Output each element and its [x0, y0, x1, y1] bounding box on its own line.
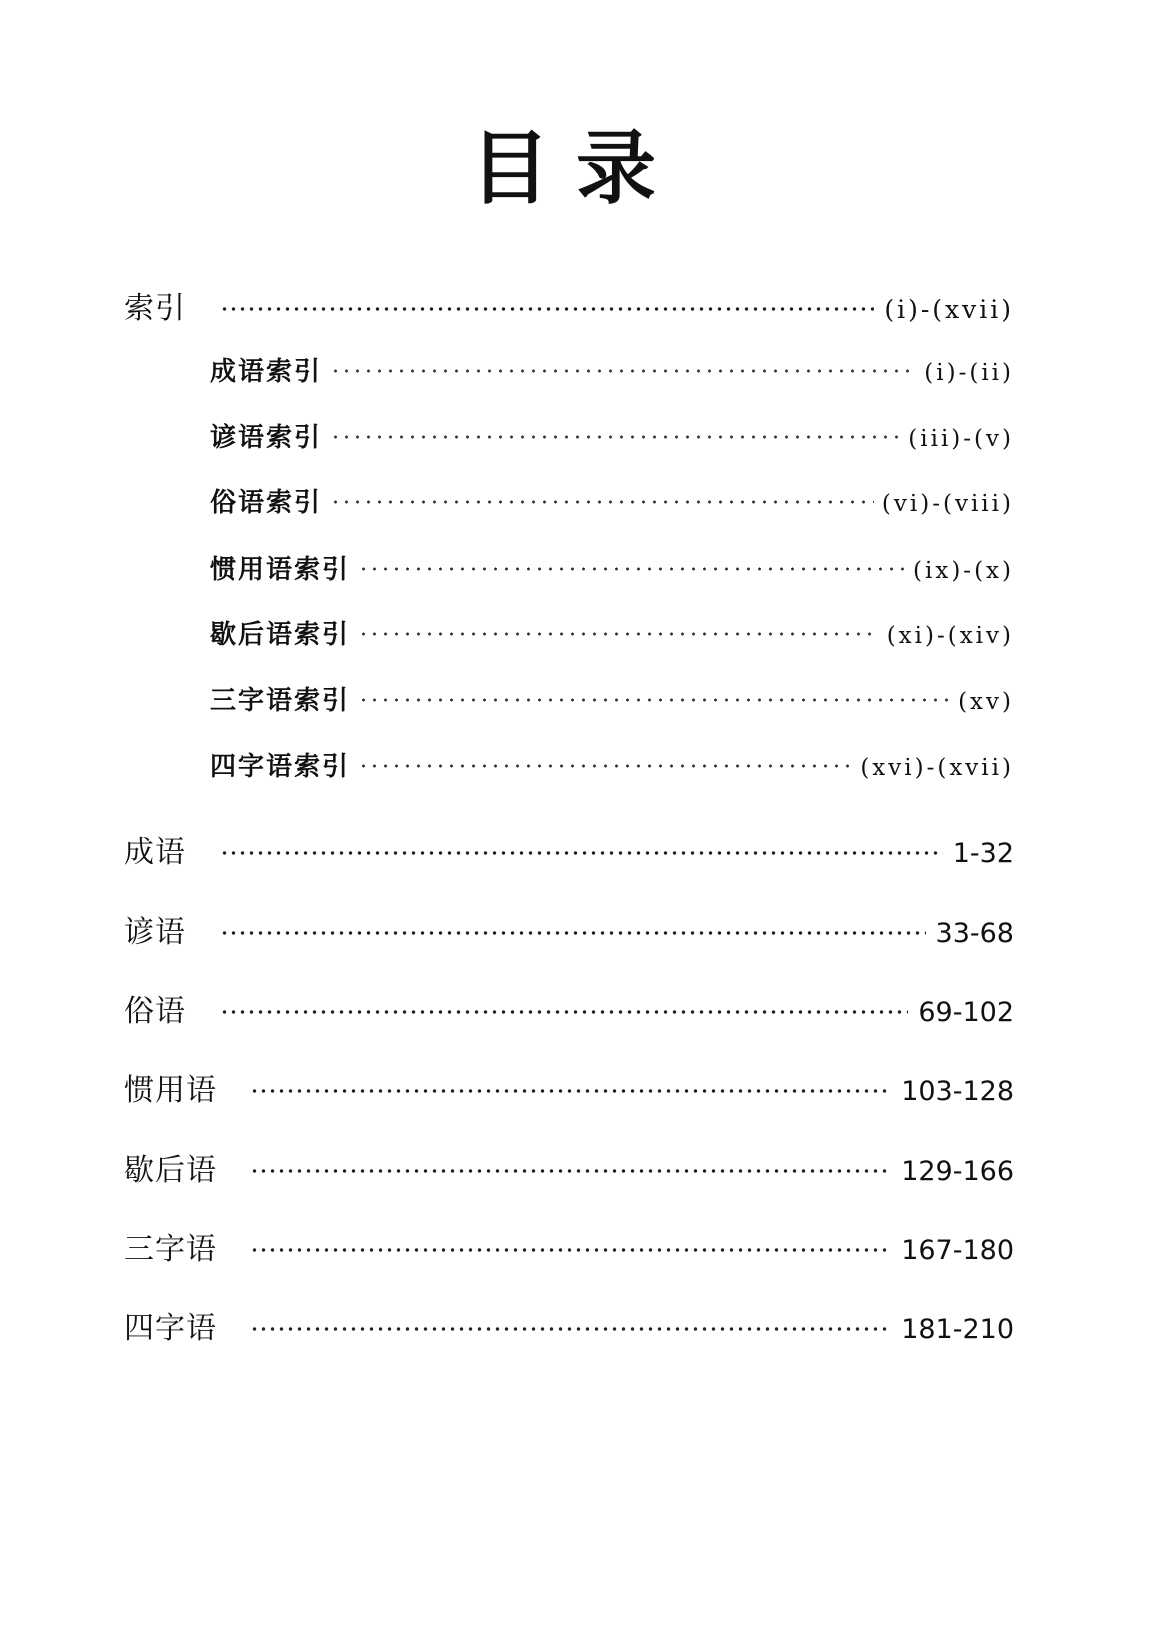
dot-leader — [358, 566, 905, 572]
toc-entry-label: 谚语 — [124, 915, 186, 950]
toc-entry-section[interactable] — [124, 1145, 1014, 1188]
toc-entry-section[interactable] — [124, 1224, 1014, 1267]
toc-entry-pages: (i)-(xvii) — [884, 295, 1014, 324]
page-title: 目录 — [470, 121, 682, 215]
toc-subentry-pages: (xvi)-(xvii) — [860, 755, 1014, 781]
dot-leader — [330, 499, 874, 505]
toc-entry-pages: 69-102 — [918, 997, 1014, 1028]
dot-leader — [250, 1247, 891, 1253]
toc-subentry[interactable] — [210, 614, 1014, 650]
dot-leader — [250, 1168, 891, 1174]
toc-subentry[interactable] — [210, 482, 1014, 518]
toc-entry-pages: 167-180 — [901, 1235, 1014, 1266]
toc-entry-section[interactable] — [124, 827, 1014, 870]
toc-entry-pages: 103-128 — [901, 1076, 1014, 1107]
dot-leader — [358, 763, 852, 769]
toc-entry-label: 俗语 — [124, 994, 186, 1029]
toc-subentry-pages: (vi)-(viii) — [881, 491, 1014, 517]
dot-leader — [330, 368, 916, 374]
dot-leader — [220, 850, 943, 856]
toc-subentry-label: 谚语索引 — [210, 423, 323, 453]
toc-subentry-label: 歇后语索引 — [210, 620, 351, 650]
toc-subentry-label: 俗语索引 — [210, 488, 323, 518]
toc-entry-section[interactable] — [124, 986, 1014, 1029]
toc-subentry-label: 惯用语索引 — [210, 555, 351, 585]
dot-leader — [250, 1088, 891, 1094]
toc-entry-pages: 129-166 — [901, 1156, 1014, 1187]
toc-subentry[interactable] — [210, 351, 1014, 387]
toc-subentry-label: 三字语索引 — [210, 686, 351, 716]
toc-entry-label: 惯用语 — [124, 1073, 217, 1108]
dot-leader — [220, 930, 926, 936]
toc-entry-pages: 1-32 — [952, 838, 1014, 869]
toc-subentry-label: 成语索引 — [210, 357, 323, 387]
toc-entry-pages: 33-68 — [935, 918, 1014, 949]
dot-leader — [330, 434, 900, 440]
toc-entry-label: 四字语 — [124, 1311, 217, 1346]
toc-subentry[interactable] — [210, 746, 1014, 782]
toc-entry-pages: 181-210 — [901, 1314, 1014, 1345]
toc-entry-section[interactable] — [124, 1303, 1014, 1346]
toc-subentry-label: 四字语索引 — [210, 752, 351, 782]
toc-subentry[interactable] — [210, 417, 1014, 453]
dot-leader — [220, 306, 874, 312]
dot-leader — [250, 1326, 891, 1332]
toc-entry-index[interactable] — [124, 283, 1014, 326]
toc-entry-label: 索引 — [124, 291, 186, 326]
toc-subentry[interactable] — [210, 549, 1014, 585]
toc-subentry-pages: (xv) — [958, 689, 1014, 715]
toc-subentry-pages: (ix)-(x) — [913, 558, 1014, 584]
toc-entry-section[interactable] — [124, 1065, 1014, 1108]
toc-subentry[interactable] — [210, 680, 1014, 716]
toc-subentry-pages: (xi)-(xiv) — [886, 623, 1014, 649]
toc-entry-section[interactable] — [124, 907, 1014, 950]
toc-entry-label: 成语 — [124, 835, 186, 870]
dot-leader — [358, 631, 879, 637]
dot-leader — [220, 1009, 908, 1015]
dot-leader — [358, 697, 950, 703]
toc-subentry-pages: (iii)-(v) — [908, 426, 1014, 452]
toc-entry-label: 歇后语 — [124, 1153, 217, 1188]
toc-entry-label: 三字语 — [124, 1232, 217, 1267]
toc-subentry-pages: (i)-(ii) — [924, 360, 1014, 386]
